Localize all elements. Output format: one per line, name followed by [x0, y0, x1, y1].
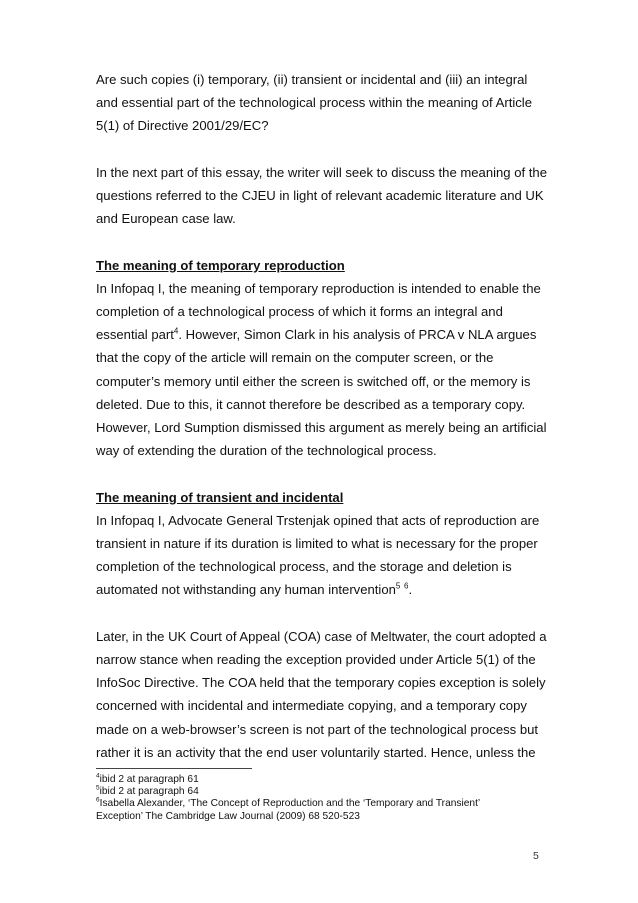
footnote-text: ibid 2 at paragraph 64: [99, 786, 199, 798]
paragraph-line: computer’s memory until either the screen is switched off, or the memory is: [96, 373, 531, 389]
paragraph-line: way of extending the duration of the technological process.: [96, 443, 437, 459]
text-run: automated not withstanding any human intervention: [96, 582, 396, 598]
text-run: .: [408, 582, 413, 598]
text-run: essential part: [96, 327, 174, 343]
body-text: [96, 68, 551, 764]
footnote-text: Exception’ The Cambridge Law Journal (2009) 68 520-523: [96, 810, 360, 822]
footnote-6: [96, 798, 556, 810]
footnote-number: 4: [96, 772, 100, 780]
footnote-text: ibid 2 at paragraph 61: [99, 774, 199, 785]
paragraph-line: 5(1) of Directive 2001/29/EC?: [96, 118, 269, 134]
paragraph-line: Later, in the UK Court of Appeal (COA) case of Meltwater, the court adopted a: [96, 628, 547, 644]
paragraph-line: completion of a technological process of which it forms an integral and: [96, 304, 503, 319]
footnote-ref-4[interactable]: 4: [173, 326, 179, 336]
footnote-4: [96, 774, 556, 786]
text-run: . However, Simon Clark in his analysis of PRCA v NLA argues: [178, 327, 537, 343]
paragraph-line: However, Lord Sumption dismissed this argument as merely being an artificial: [96, 420, 547, 436]
footnote-text: Isabella Alexander, ‘The Concept of Reproduction and the ‘Temporary and Transient’: [99, 798, 481, 810]
section-heading-temporary-reproduction: The meaning of temporary reproduction: [96, 257, 345, 273]
footnote-5: [96, 786, 556, 798]
paragraph-line: and European case law.: [96, 211, 236, 227]
footnote-ref-5[interactable]: 5: [395, 582, 401, 592]
paragraph-line: In Infopaq I, Advocate General Trstenjak opined that acts of reproduction are: [96, 512, 540, 528]
footnote-6-continued: [96, 811, 556, 823]
paragraph-line: concerned with incidental and intermediate copying, and a temporary copy: [96, 698, 527, 714]
paragraph-line: completion of the technological process, and the storage and deletion is: [96, 559, 512, 575]
footnote-number: 6: [96, 797, 100, 805]
paragraph-line: Are such copies (i) temporary, (ii) transient or incidental and (iii) an integral: [96, 72, 528, 87]
paragraph-line: [96, 578, 551, 601]
paragraph-line: questions referred to the CJEU in light of relevant academic literature and UK: [96, 188, 544, 203]
paragraph-line: transient in nature if its duration is limited to what is necessary for the proper: [96, 536, 538, 552]
footnote-divider: [96, 768, 252, 769]
paragraph-line: that the copy of the article will remain on the computer screen, or the: [96, 350, 494, 366]
paragraph-line: [96, 323, 551, 346]
section-heading-transient-incidental: The meaning of transient and incidental: [96, 489, 344, 505]
paragraph-line: narrow stance when reading the exception provided under Article 5(1) of the: [96, 652, 536, 668]
footnote-ref-6[interactable]: 6: [404, 582, 409, 592]
footnotes: [96, 774, 556, 823]
footnote-number: 5: [96, 784, 100, 792]
paragraph-line: In the next part of this essay, the writer will seek to discuss the meaning of the: [96, 164, 547, 180]
paragraph-line: InfoSoc Directive. The COA held that the temporary copies exception is solely: [96, 675, 546, 691]
page-number: 5: [533, 850, 539, 862]
paragraph-line: rather it is an activity that the end user voluntarily started. Hence, unless the: [96, 744, 536, 760]
paragraph-line: and essential part of the technological process within the meaning of Article: [96, 95, 532, 111]
paragraph-line: In Infopaq I, the meaning of temporary reproduction is intended to enable the: [96, 280, 541, 296]
paragraph-line: made on a web-browser’s screen is not part of the technological process but: [96, 721, 539, 737]
paragraph-line: deleted. Due to this, it cannot therefore be described as a temporary copy.: [96, 396, 526, 412]
